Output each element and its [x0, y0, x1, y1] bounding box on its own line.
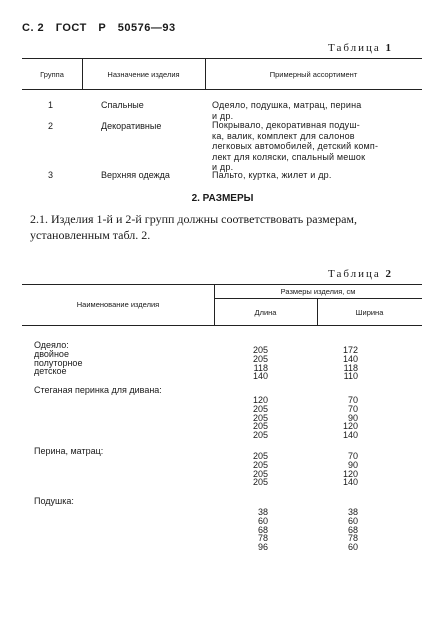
body-paragraph: 2.1. Изделия 1-й и 2-й групп должны соответствовать размерам, установленным табл. 2. [30, 212, 357, 242]
width-value: 60 [347, 542, 358, 553]
table2-group-names [34, 386, 162, 395]
table1-row3-assortment [212, 170, 424, 181]
length-value: 60 [257, 515, 268, 526]
table1-row1-purpose: Спальные [101, 100, 144, 110]
item-name: Перина, матрац: [34, 446, 104, 456]
table2-group-names [34, 447, 103, 456]
table1-header-assortment: Примерный ассортимент [269, 70, 358, 79]
table2-number: 2 [385, 268, 392, 280]
width-value: 120 [342, 468, 358, 479]
width-value: 118 [343, 362, 358, 373]
table2-top-rule [22, 284, 422, 285]
standard-label: ГОСТ [55, 22, 87, 34]
width-value: 90 [347, 412, 358, 423]
width-value: 172 [342, 345, 358, 355]
section-title: 2. РАЗМЕРЫ [191, 193, 254, 204]
table2-header-length: Длина [254, 308, 277, 317]
width-value: 140 [342, 477, 358, 488]
item-name: полуторное [34, 357, 83, 368]
table1-row2-group: 2 [48, 121, 54, 131]
standard-code: 50576—93 [117, 22, 176, 34]
width-value: 78 [347, 533, 358, 544]
length-value: 205 [252, 353, 268, 364]
width-value: 70 [347, 395, 358, 405]
table2-group-width [336, 508, 358, 552]
table1-header-purpose: Назначение изделия [107, 70, 180, 79]
table2-header-width: Ширина [355, 308, 384, 317]
assortment-line: ка, валик, комплект для салонов [212, 130, 355, 141]
length-value: 205 [252, 477, 268, 488]
table2-caption-word: Таблица [328, 268, 381, 280]
length-value: 205 [252, 403, 268, 414]
width-value: 110 [343, 371, 358, 382]
table2-header-name: Наименование изделия [76, 300, 160, 309]
assortment-line: Покрывало, декоративная подуш- [212, 120, 360, 130]
item-name: Стеганая перинка для дивана: [34, 385, 162, 395]
length-value: 205 [252, 412, 268, 423]
table1-header-rule [22, 89, 422, 90]
table1-caption-word: Таблица [328, 42, 381, 54]
length-value: 38 [257, 507, 268, 517]
table1-row2-purpose: Декоративные [101, 121, 162, 131]
table2-header-rule [22, 325, 422, 326]
table1-number: 1 [385, 42, 392, 54]
standard-r: Р [98, 22, 107, 34]
length-value: 205 [252, 468, 268, 479]
length-value: 205 [252, 451, 268, 461]
length-value: 205 [252, 459, 268, 470]
table2-sizes-rule [214, 298, 422, 299]
table1-row2-assortment [212, 120, 424, 173]
item-name: двойное [34, 348, 69, 359]
table2-group-width [336, 452, 358, 487]
assortment-line: Одеяло, подушка, матрац, перина [212, 100, 362, 110]
width-value: 68 [347, 524, 358, 535]
table2-group-names [34, 341, 82, 376]
item-name: Подушка: [34, 496, 74, 506]
table1-row1-group: 1 [48, 100, 54, 110]
table2-group-length [246, 508, 268, 552]
assortment-line: лект для коляски, спальный мешок [212, 151, 366, 162]
length-value: 205 [252, 421, 268, 432]
table1-caption [328, 42, 391, 54]
table2-group-length [246, 396, 268, 440]
table2-group-length [246, 452, 268, 487]
assortment-line: и др. [212, 110, 234, 121]
page-number: С. 2 [22, 22, 45, 34]
table2-group-width [336, 396, 358, 440]
table2-group-length [246, 346, 268, 381]
table2-caption [328, 268, 391, 280]
table1-row1-assortment [212, 100, 424, 121]
length-value: 78 [257, 533, 268, 544]
assortment-line: легковых автомобилей, детский комп- [212, 141, 379, 151]
width-value: 120 [342, 421, 358, 432]
table1-header-group: Группа [40, 70, 64, 79]
assortment-line: Пальто, куртка, жилет и др. [212, 170, 332, 180]
table2-header-sizes: Размеры изделия, см [280, 287, 356, 296]
length-value: 68 [257, 524, 268, 535]
length-value: 118 [253, 362, 268, 373]
width-value: 140 [342, 430, 358, 441]
width-value: 70 [347, 451, 358, 461]
table1-row3-purpose: Верхняя одежда [101, 170, 170, 180]
width-value: 90 [347, 459, 358, 470]
table1-row3-group: 3 [48, 170, 54, 180]
item-name: Одеяло: [34, 340, 69, 350]
length-value: 205 [252, 345, 268, 355]
length-value: 140 [252, 371, 268, 382]
width-value: 70 [347, 403, 358, 414]
assortment-line: и др. [212, 162, 234, 172]
item-name: детское [34, 366, 67, 377]
width-value: 38 [347, 507, 358, 517]
page-header [22, 22, 184, 34]
width-value: 60 [347, 515, 358, 526]
table2-group-width [336, 346, 358, 381]
width-value: 140 [342, 353, 358, 364]
table2-group-names [34, 497, 74, 506]
length-value: 205 [252, 430, 268, 441]
length-value: 96 [257, 542, 268, 553]
length-value: 120 [252, 395, 268, 405]
